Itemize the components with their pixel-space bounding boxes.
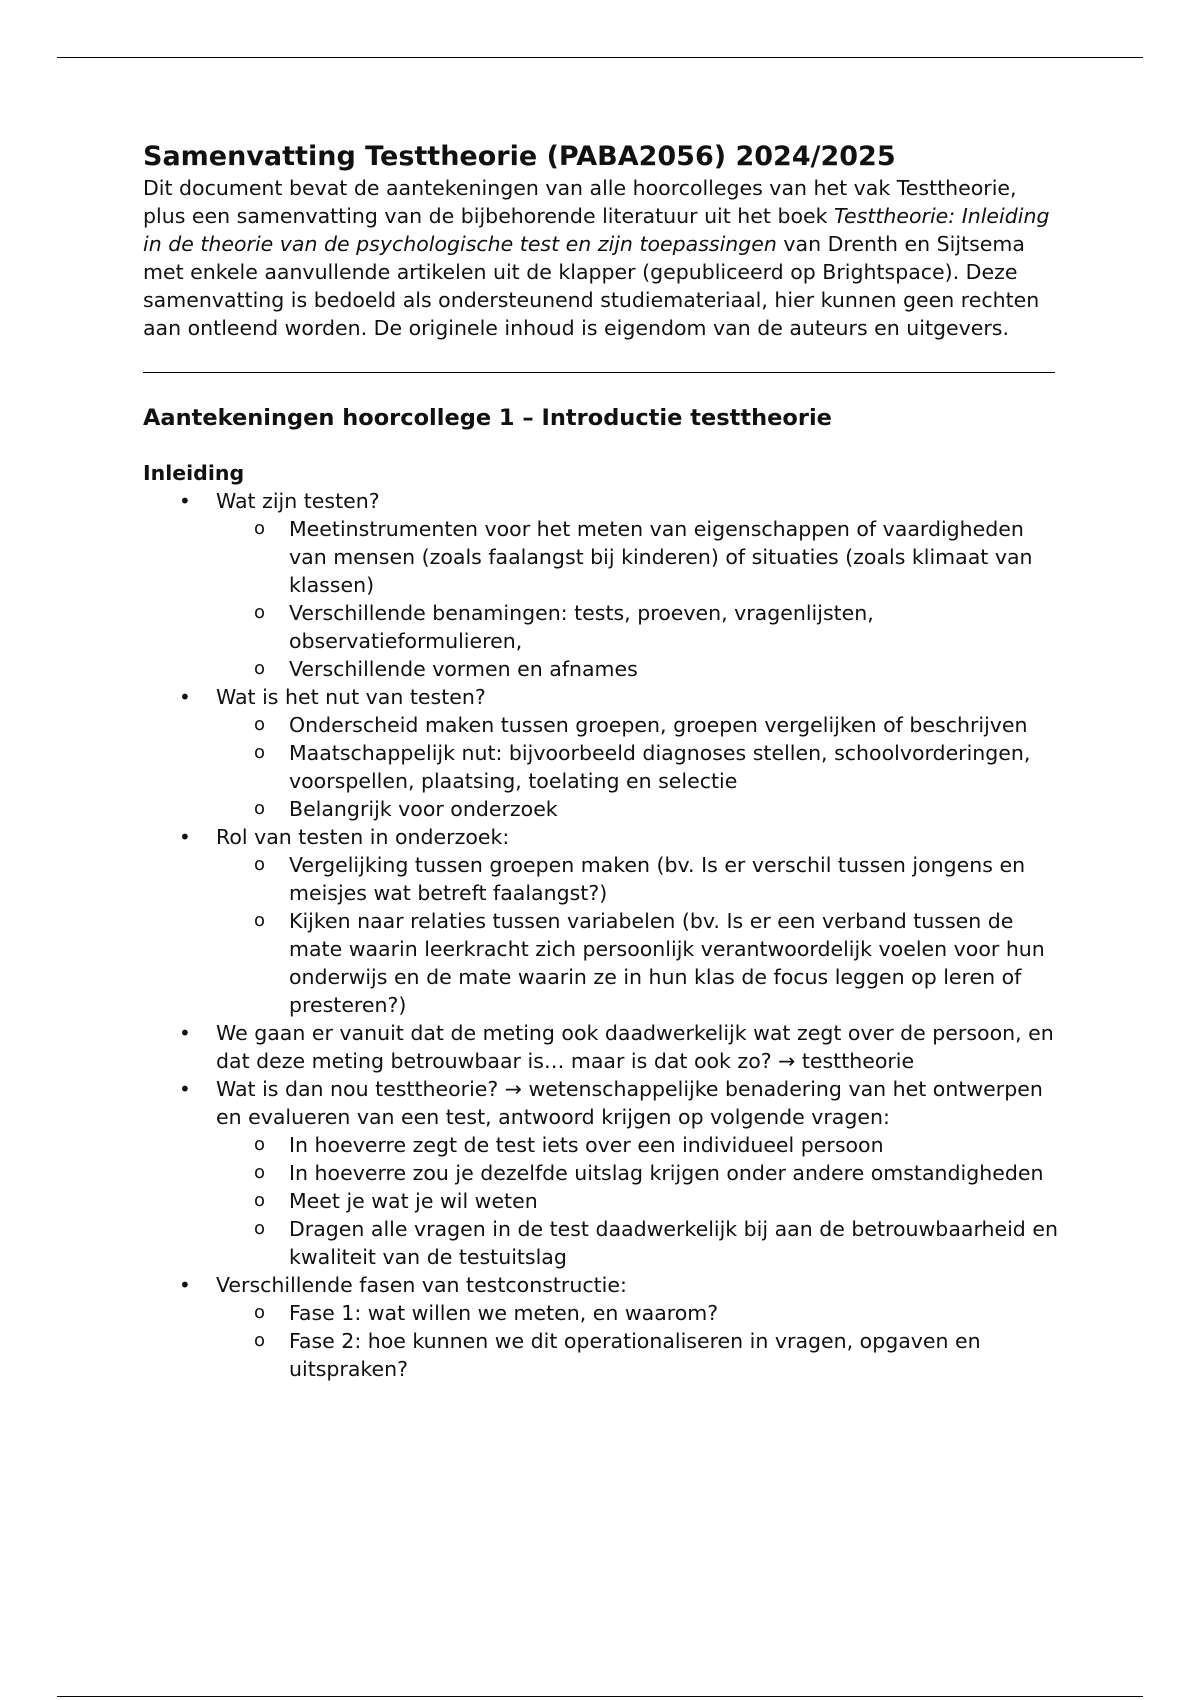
sub-list-item-text: Verschillende benamingen: tests, proeven, vragenlijsten, observatieformulieren,	[289, 601, 874, 653]
sub-list-item	[216, 655, 1063, 683]
bullet-marker: •	[179, 685, 191, 709]
sub-list-item-text: Verschillende vormen en afnames	[289, 657, 638, 681]
sub-list	[216, 1299, 1063, 1383]
sub-list-item-text: Dragen alle vragen in de test daadwerkelijk bij aan de betrouwbaarheid en kwaliteit van de testuitslag	[289, 1217, 1058, 1269]
list-item-text: Wat zijn testen?	[216, 489, 380, 513]
bullet-list	[143, 487, 1063, 1383]
intro-paragraph	[143, 174, 1053, 342]
sub-bullet-marker: o	[254, 1330, 266, 1351]
bullet-marker: •	[179, 1077, 191, 1101]
sub-bullet-marker: o	[254, 854, 266, 875]
list-item	[143, 1075, 1063, 1271]
sub-list-item-text: Vergelijking tussen groepen maken (bv. Is er verschil tussen jongens en meisjes wat betreft faalangst?)	[289, 853, 1026, 905]
sub-list-item	[216, 1299, 1063, 1327]
sub-list-item	[216, 599, 1063, 655]
intro-text-part1: Dit document bevat de aantekeningen van alle hoorcolleges van het vak Testtheorie, plus een samenvatting van de bijbehorende literatuur uit het boek	[143, 176, 1017, 228]
list-item	[143, 683, 1063, 823]
intro-text-part2: van Drenth en Sijtsema met enkele aanvullende artikelen uit de klapper (gepubliceerd op Brightspace). Deze samenvatting is bedoeld als ondersteunend studiemateriaal, hier kunnen geen rechten aan ontleend worden. De originele inhoud is eigendom van de auteurs en uitgevers.	[143, 232, 1040, 340]
sub-list	[216, 711, 1063, 823]
list-item	[143, 1019, 1063, 1075]
sub-list-item	[216, 711, 1063, 739]
sub-list-item-text: In hoeverre zou je dezelfde uitslag krijgen onder andere omstandigheden	[289, 1161, 1044, 1185]
sub-bullet-marker: o	[254, 742, 266, 763]
sub-list	[216, 851, 1063, 1019]
sub-list-item-text: Kijken naar relaties tussen variabelen (bv. Is er een verband tussen de mate waarin leerkracht zich persoonlijk verantwoordelijk voelen voor hun onderwijs en de mate waarin ze in hun klas de focus leggen op leren of presteren?)	[289, 909, 1045, 1017]
sub-list-item-text: Meetinstrumenten voor het meten van eigenschappen of vaardigheden van mensen (zoals faalangst bij kinderen) of situaties (zoals klimaat van klassen)	[289, 517, 1033, 597]
list-item	[143, 1271, 1063, 1383]
lecture-heading: Aantekeningen hoorcollege 1 – Introductie testtheorie	[143, 405, 832, 431]
sub-list-item	[216, 739, 1063, 795]
bullet-marker: •	[179, 1021, 191, 1045]
sub-list-item-text: In hoeverre zegt de test iets over een individueel persoon	[289, 1133, 884, 1157]
page-header-rule	[57, 57, 1143, 58]
list-item-text: Rol van testen in onderzoek:	[216, 825, 510, 849]
sub-bullet-marker: o	[254, 1302, 266, 1323]
sub-bullet-marker: o	[254, 658, 266, 679]
list-item-text: Verschillende fasen van testconstructie:	[216, 1273, 627, 1297]
sub-bullet-marker: o	[254, 518, 266, 539]
sub-list-item-text: Maatschappelijk nut: bijvoorbeeld diagnoses stellen, schoolvorderingen, voorspellen, plaatsing, toelating en selectie	[289, 741, 1031, 793]
page-footer-rule	[57, 1696, 1143, 1697]
section-divider	[143, 372, 1055, 373]
sub-list-item	[216, 1187, 1063, 1215]
sub-bullet-marker: o	[254, 1162, 266, 1183]
sub-list-item	[216, 795, 1063, 823]
sub-bullet-marker: o	[254, 1134, 266, 1155]
sub-list-item	[216, 1327, 1063, 1383]
bullet-marker: •	[179, 825, 191, 849]
sub-list-item-text: Onderscheid maken tussen groepen, groepen vergelijken of beschrijven	[289, 713, 1028, 737]
section-heading: Inleiding	[143, 461, 245, 485]
sub-list-item	[216, 515, 1063, 599]
sub-list	[216, 515, 1063, 683]
sub-bullet-marker: o	[254, 714, 266, 735]
sub-bullet-marker: o	[254, 910, 266, 931]
sub-list-item	[216, 907, 1063, 1019]
sub-list-item-text: Meet je wat je wil weten	[289, 1189, 538, 1213]
document-body	[143, 140, 1063, 1383]
sub-list-item	[216, 1215, 1063, 1271]
sub-list-item-text: Belangrijk voor onderzoek	[289, 797, 558, 821]
sub-list-item	[216, 1159, 1063, 1187]
sub-list-item	[216, 1131, 1063, 1159]
list-item-text: Wat is het nut van testen?	[216, 685, 486, 709]
list-item	[143, 823, 1063, 1019]
sub-bullet-marker: o	[254, 1218, 266, 1239]
book-title: Testtheorie: Inleiding in de theorie van de psychologische test en zijn toepassingen	[143, 204, 1050, 256]
bullet-marker: •	[179, 1273, 191, 1297]
sub-bullet-marker: o	[254, 798, 266, 819]
list-item-text: We gaan er vanuit dat de meting ook daadwerkelijk wat zegt over de persoon, en dat deze meting betrouwbaar is… maar is dat ook zo? → testtheorie	[216, 1021, 1054, 1073]
sub-list-item	[216, 851, 1063, 907]
document-title: Samenvatting Testtheorie (PABA2056) 2024/2025	[143, 141, 896, 172]
bullet-marker: •	[179, 489, 191, 513]
sub-list-item-text: Fase 1: wat willen we meten, en waarom?	[289, 1301, 719, 1325]
sub-bullet-marker: o	[254, 602, 266, 623]
sub-bullet-marker: o	[254, 1190, 266, 1211]
sub-list	[216, 1131, 1063, 1271]
sub-list-item-text: Fase 2: hoe kunnen we dit operationaliseren in vragen, opgaven en uitspraken?	[289, 1329, 981, 1381]
list-item-text: Wat is dan nou testtheorie? → wetenschappelijke benadering van het ontwerpen en evalueren van een test, antwoord krijgen op volgende vragen:	[216, 1077, 1043, 1129]
list-item	[143, 487, 1063, 683]
